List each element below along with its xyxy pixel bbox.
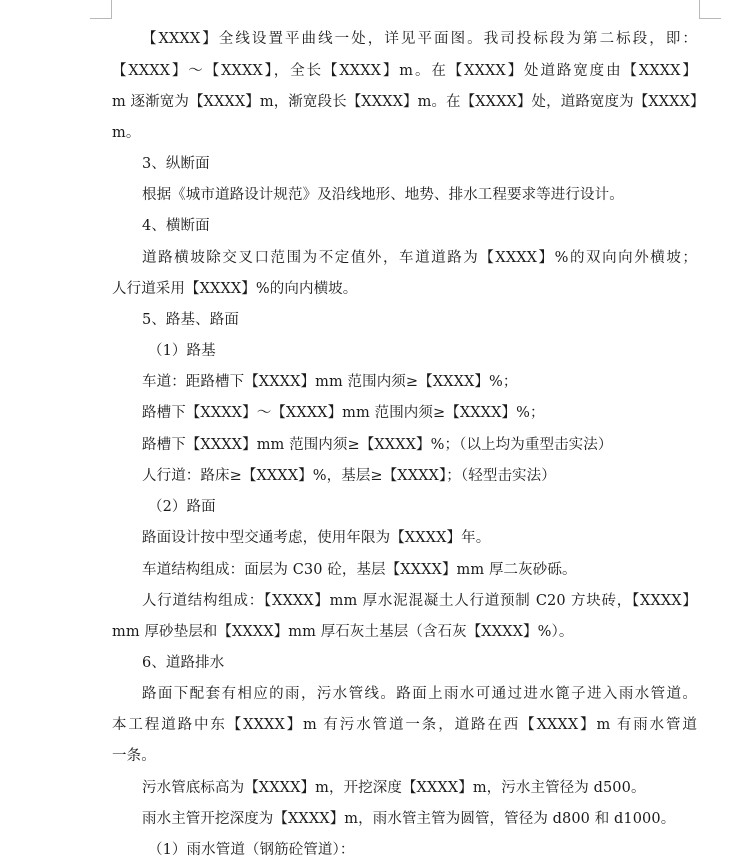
page-corner-mark-horizontal-left: [90, 18, 112, 19]
paragraph-line: 车道：距路槽下【XXXX】mm 范围内须≥【XXXX】%；: [142, 374, 518, 390]
paragraph-line: mm 厚砂垫层和【XXXX】mm 厚石灰土基层（含石灰【XXXX】%）。: [112, 624, 574, 640]
paragraph-line: m。: [112, 125, 141, 141]
section-heading-subgrade-pavement: 5、路基、路面: [142, 312, 239, 328]
paragraph-line: 人行道采用【XXXX】%的向内横坡。: [112, 281, 358, 297]
paragraph-line: 路面设计按中型交通考虑，使用年限为【XXXX】年。: [142, 530, 491, 546]
page-corner-mark-horizontal-right: [699, 18, 721, 19]
paragraph-line: 人行道结构组成：【XXXX】mm 厚水泥混凝土人行道预制 C20 方块砖，【XXXX】: [142, 593, 697, 609]
subheading-subgrade: （1）路基: [148, 343, 216, 359]
paragraph-line: 车道结构组成：面层为 C30 砼，基层【XXXX】mm 厚二灰砂砾。: [142, 562, 577, 578]
paragraph-line: 污水管底标高为【XXXX】m，开挖深度【XXXX】m，污水主管径为 d500。: [142, 780, 646, 796]
page-corner-mark-vertical-left: [111, 0, 112, 19]
subheading-storm-pipe: （1）雨水管道（钢筋砼管道）：: [148, 842, 355, 858]
paragraph-line: 雨水主管开挖深度为【XXXX】m，雨水管主管为圆管，管径为 d800 和 d1000。: [142, 811, 676, 827]
section-heading-profile: 3、纵断面: [142, 156, 210, 172]
paragraph-line: 道路横坡除交叉口范围为不定值外，车道道路为【XXXX】%的双向向外横坡；: [142, 250, 697, 266]
subheading-pavement: （2）路面: [148, 499, 216, 515]
paragraph-line: 【XXXX】～【XXXX】，全长【XXXX】m。在【XXXX】处道路宽度由【XXXX】: [112, 63, 697, 79]
page-corner-mark-vertical-right: [699, 0, 700, 19]
paragraph-line: 本工程道路中东【XXXX】m 有污水管道一条，道路在西【XXXX】m 有雨水管道: [112, 717, 697, 733]
paragraph-line: m 逐渐宽为【XXXX】m，渐宽段长【XXXX】m。在【XXXX】处，道路宽度为【XXXX】: [112, 94, 705, 110]
paragraph-line: 路槽下【XXXX】～【XXXX】mm 范围内须≥【XXXX】%；: [142, 405, 545, 421]
paragraph-line: 根据《城市道路设计规范》及沿线地形、地势、排水工程要求等进行设计。: [142, 187, 624, 203]
paragraph-line: 【XXXX】全线设置平曲线一处，详见平面图。我司投标段为第二标段，即：: [142, 31, 697, 47]
paragraph-line: 一条。: [112, 748, 156, 764]
section-heading-drainage: 6、道路排水: [142, 655, 225, 671]
paragraph-line: 路槽下【XXXX】mm 范围内须≥【XXXX】%；（以上均为重型击实法）: [142, 437, 613, 453]
paragraph-line: 路面下配套有相应的雨，污水管线。路面上雨水可通过进水篦子进入雨水管道。: [142, 686, 697, 702]
section-heading-cross-section: 4、横断面: [142, 218, 210, 234]
paragraph-line: 人行道：路床≥【XXXX】%，基层≥【XXXX】；（轻型击实法）: [142, 468, 556, 484]
